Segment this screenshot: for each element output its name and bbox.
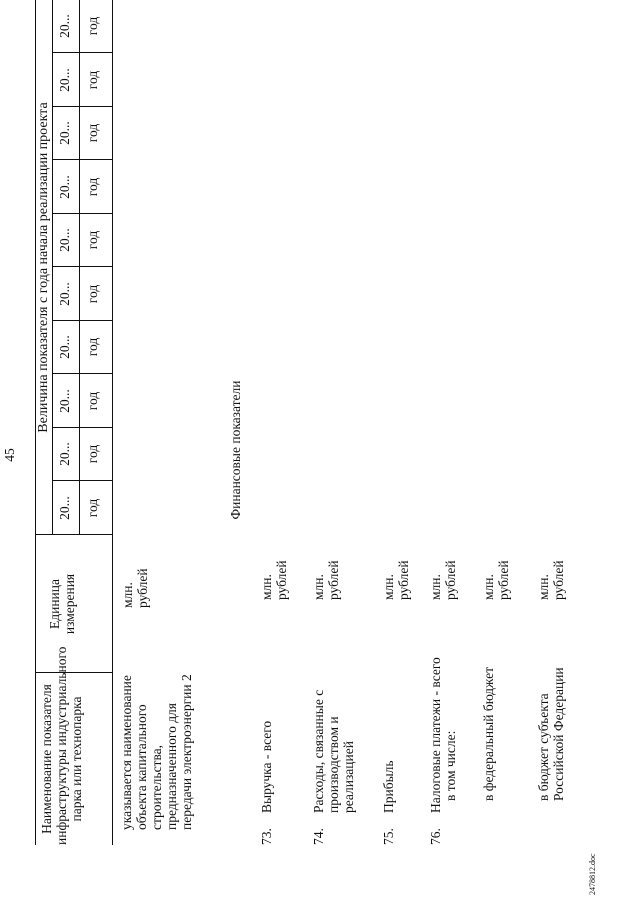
year-cell-top: 20... (57, 228, 72, 252)
intro-name-line: предназначенного для (164, 702, 179, 830)
year-cell-bottom: год (85, 123, 100, 143)
row-74-name: Расходы, связанные с (311, 689, 326, 813)
row-76a-name: в федеральный бюджет (481, 667, 496, 801)
section-heading: Финансовые показатели (228, 380, 243, 520)
row-73-unit: млн. (259, 574, 274, 600)
row-74-name: реализацией (341, 741, 356, 813)
year-cell-top: 20... (57, 14, 72, 38)
header-bottom-border (112, 0, 113, 845)
year-cell-top: 20... (57, 496, 72, 520)
row-number: 75. (381, 828, 396, 845)
intro-unit: млн. (120, 582, 135, 608)
year-cell-bottom: год (85, 391, 100, 411)
year-cell-bottom: год (85, 337, 100, 357)
year-cell-top: 20... (57, 335, 72, 359)
intro-name-line: передачи электроэнергии 2 (179, 674, 194, 830)
row-73-unit: рублей (274, 560, 289, 600)
row-number: 76. (428, 828, 443, 845)
year-cell-top: 20... (57, 282, 72, 306)
year-cell-bottom: год (85, 498, 100, 518)
row-76b-unit: рублей (551, 560, 566, 600)
row-number: 74. (311, 828, 326, 845)
row-76b-name: в бюджет субъекта (536, 693, 551, 801)
year-cell-bottom: год (85, 444, 100, 464)
year-cell-top: 20... (57, 442, 72, 466)
header-indicator-name-line: парка или технопарка (69, 696, 84, 822)
row-75-name: Прибыль (381, 760, 396, 813)
row-75-unit: рублей (396, 560, 411, 600)
values-header-divider (52, 0, 53, 535)
header-indicator-name-line: Наименование показателя (39, 684, 54, 834)
year-cell-top: 20... (57, 121, 72, 145)
year-cell-top: 20... (57, 389, 72, 413)
row-76-name: в том числе: (443, 730, 458, 801)
year-cell-bottom: год (85, 230, 100, 250)
row-75-unit: млн. (381, 574, 396, 600)
intro-name-line: объекта капитального (134, 704, 149, 830)
year-cell-bottom: год (85, 16, 100, 36)
year-cell-top: 20... (57, 68, 72, 92)
row-76a-unit: рублей (496, 560, 511, 600)
header-values-title: Величина показателя с года начала реализации проекта (36, 102, 51, 433)
document-code: 2478812.doc (588, 853, 597, 895)
row-76-unit: млн. (428, 574, 443, 600)
header-unit-line: Единица (47, 579, 62, 630)
row-76-name: Налоговые платежи - всего (428, 657, 443, 813)
row-74-unit: рублей (326, 560, 341, 600)
row-74-unit: млн. (311, 574, 326, 600)
row-76b-name: Российской Федерации (551, 667, 566, 801)
year-split-line (79, 0, 80, 535)
row-number: 73. (259, 828, 274, 845)
row-74-name: производством и (326, 716, 341, 813)
year-cell-bottom: год (85, 177, 100, 197)
page-number: 45 (2, 448, 17, 462)
intro-name-line: строительства, (149, 744, 164, 830)
header-unit-line: измерения (62, 573, 77, 635)
row-76b-unit: млн. (536, 574, 551, 600)
row-73-name: Выручка - всего (259, 720, 274, 813)
year-cell-bottom: год (85, 70, 100, 90)
header-indicator-name-line: инфраструктуры индустриального (54, 646, 69, 845)
intro-name-line: указывается наименование (119, 675, 134, 830)
row-76a-unit: млн. (481, 574, 496, 600)
row-76-unit: рублей (443, 560, 458, 600)
year-cell-top: 20... (57, 175, 72, 199)
year-cell-bottom: год (85, 284, 100, 304)
intro-unit: рублей (135, 568, 150, 608)
